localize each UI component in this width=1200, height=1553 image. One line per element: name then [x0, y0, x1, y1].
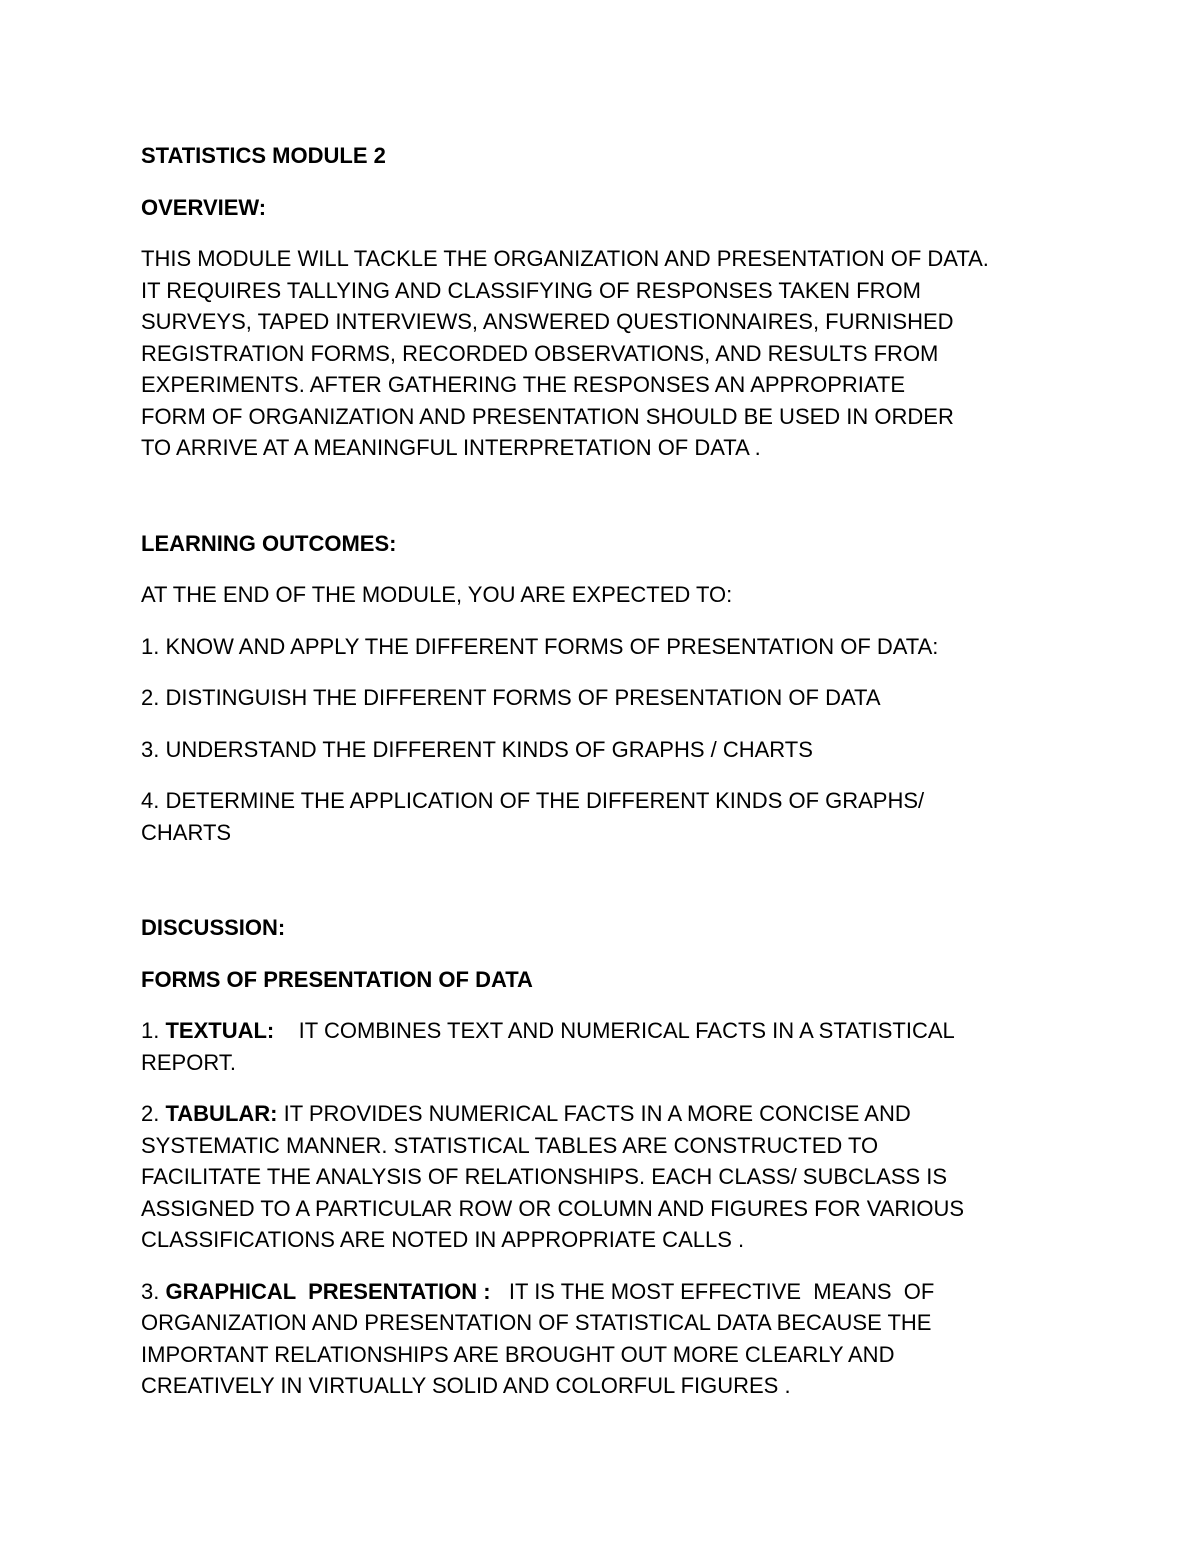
overview-line: SURVEYS, TAPED INTERVIEWS, ANSWERED QUESTIONNAIRES, FURNISHED [141, 309, 954, 334]
form-text: IT PROVIDES NUMERICAL FACTS IN A MORE CONCISE AND [277, 1101, 911, 1126]
document-content [141, 140, 1071, 1402]
outcome-item-4-line: 4. DETERMINE THE APPLICATION OF THE DIFFERENT KINDS OF GRAPHS/ [141, 788, 925, 813]
form-item-first-line [141, 1098, 1071, 1130]
form-line: REPORT. [141, 1049, 236, 1075]
overview-line: FORM OF ORGANIZATION AND PRESENTATION SHOULD BE USED IN ORDER [141, 403, 954, 429]
outcome-item-4-line: CHARTS [141, 819, 232, 845]
outcome-item-3: 3. UNDERSTAND THE DIFFERENT KINDS OF GRAPHS / CHARTS [141, 736, 813, 762]
form-label: TABULAR: [165, 1101, 278, 1126]
overview-line: EXPERIMENTS. AFTER GATHERING THE RESPONSES AN APPROPRIATE [141, 372, 906, 397]
form-number: 1. [141, 1018, 166, 1043]
form-line: ORGANIZATION AND PRESENTATION OF STATISTICAL DATA BECAUSE THE [141, 1310, 932, 1335]
form-item-first-line [141, 1276, 1071, 1308]
form-number: 2. [141, 1101, 166, 1126]
learning-outcomes-intro: AT THE END OF THE MODULE, YOU ARE EXPECTED TO: [141, 582, 733, 607]
form-line: IMPORTANT RELATIONSHIPS ARE BROUGHT OUT MORE CLEARLY AND [141, 1341, 895, 1367]
overview-heading: OVERVIEW: [141, 194, 267, 220]
form-line: SYSTEMATIC MANNER. STATISTICAL TABLES ARE CONSTRUCTED TO [141, 1132, 879, 1158]
discussion-heading: DISCUSSION: [141, 915, 286, 940]
discussion-subheading: FORMS OF PRESENTATION OF DATA [141, 966, 533, 992]
form-item-first-line [141, 1015, 1071, 1047]
form-label: TEXTUAL: [165, 1018, 275, 1043]
form-item-textual [141, 1015, 1071, 1078]
outcome-item-2: 2. DISTINGUISH THE DIFFERENT FORMS OF PRESENTATION OF DATA [141, 685, 881, 710]
form-line: CLASSIFICATIONS ARE NOTED IN APPROPRIATE CALLS . [141, 1227, 745, 1252]
form-line: FACILITATE THE ANALYSIS OF RELATIONSHIPS. EACH CLASS/ SUBCLASS IS [141, 1164, 948, 1189]
form-item-tabular [141, 1098, 1071, 1256]
overview-line: THIS MODULE WILL TACKLE THE ORGANIZATION AND PRESENTATION OF DATA. [141, 246, 989, 271]
overview-line: IT REQUIRES TALLYING AND CLASSIFYING OF RESPONSES TAKEN FROM [141, 277, 921, 303]
overview-line: TO ARRIVE AT A MEANINGFUL INTERPRETATION OF DATA . [141, 435, 761, 460]
form-label: GRAPHICAL PRESENTATION : [165, 1278, 491, 1304]
form-line: CREATIVELY IN VIRTUALLY SOLID AND COLORFUL FIGURES . [141, 1373, 791, 1398]
form-text: IT IS THE MOST EFFECTIVE MEANS OF [490, 1278, 935, 1304]
form-line: ASSIGNED TO A PARTICULAR ROW OR COLUMN AND FIGURES FOR VARIOUS [141, 1195, 965, 1221]
form-item-graphical [141, 1276, 1071, 1402]
outcome-item-1: 1. KNOW AND APPLY THE DIFFERENT FORMS OF PRESENTATION OF DATA: [141, 633, 939, 659]
document-title: STATISTICS MODULE 2 [141, 143, 386, 168]
form-number: 3. [141, 1278, 166, 1304]
outcome-item-4 [141, 785, 1071, 848]
overview-line: REGISTRATION FORMS, RECORDED OBSERVATIONS, AND RESULTS FROM [141, 340, 939, 366]
learning-outcomes-heading: LEARNING OUTCOMES: [141, 530, 397, 556]
form-text: IT COMBINES TEXT AND NUMERICAL FACTS IN A STATISTICAL [274, 1018, 955, 1043]
overview-paragraph [141, 243, 1071, 464]
